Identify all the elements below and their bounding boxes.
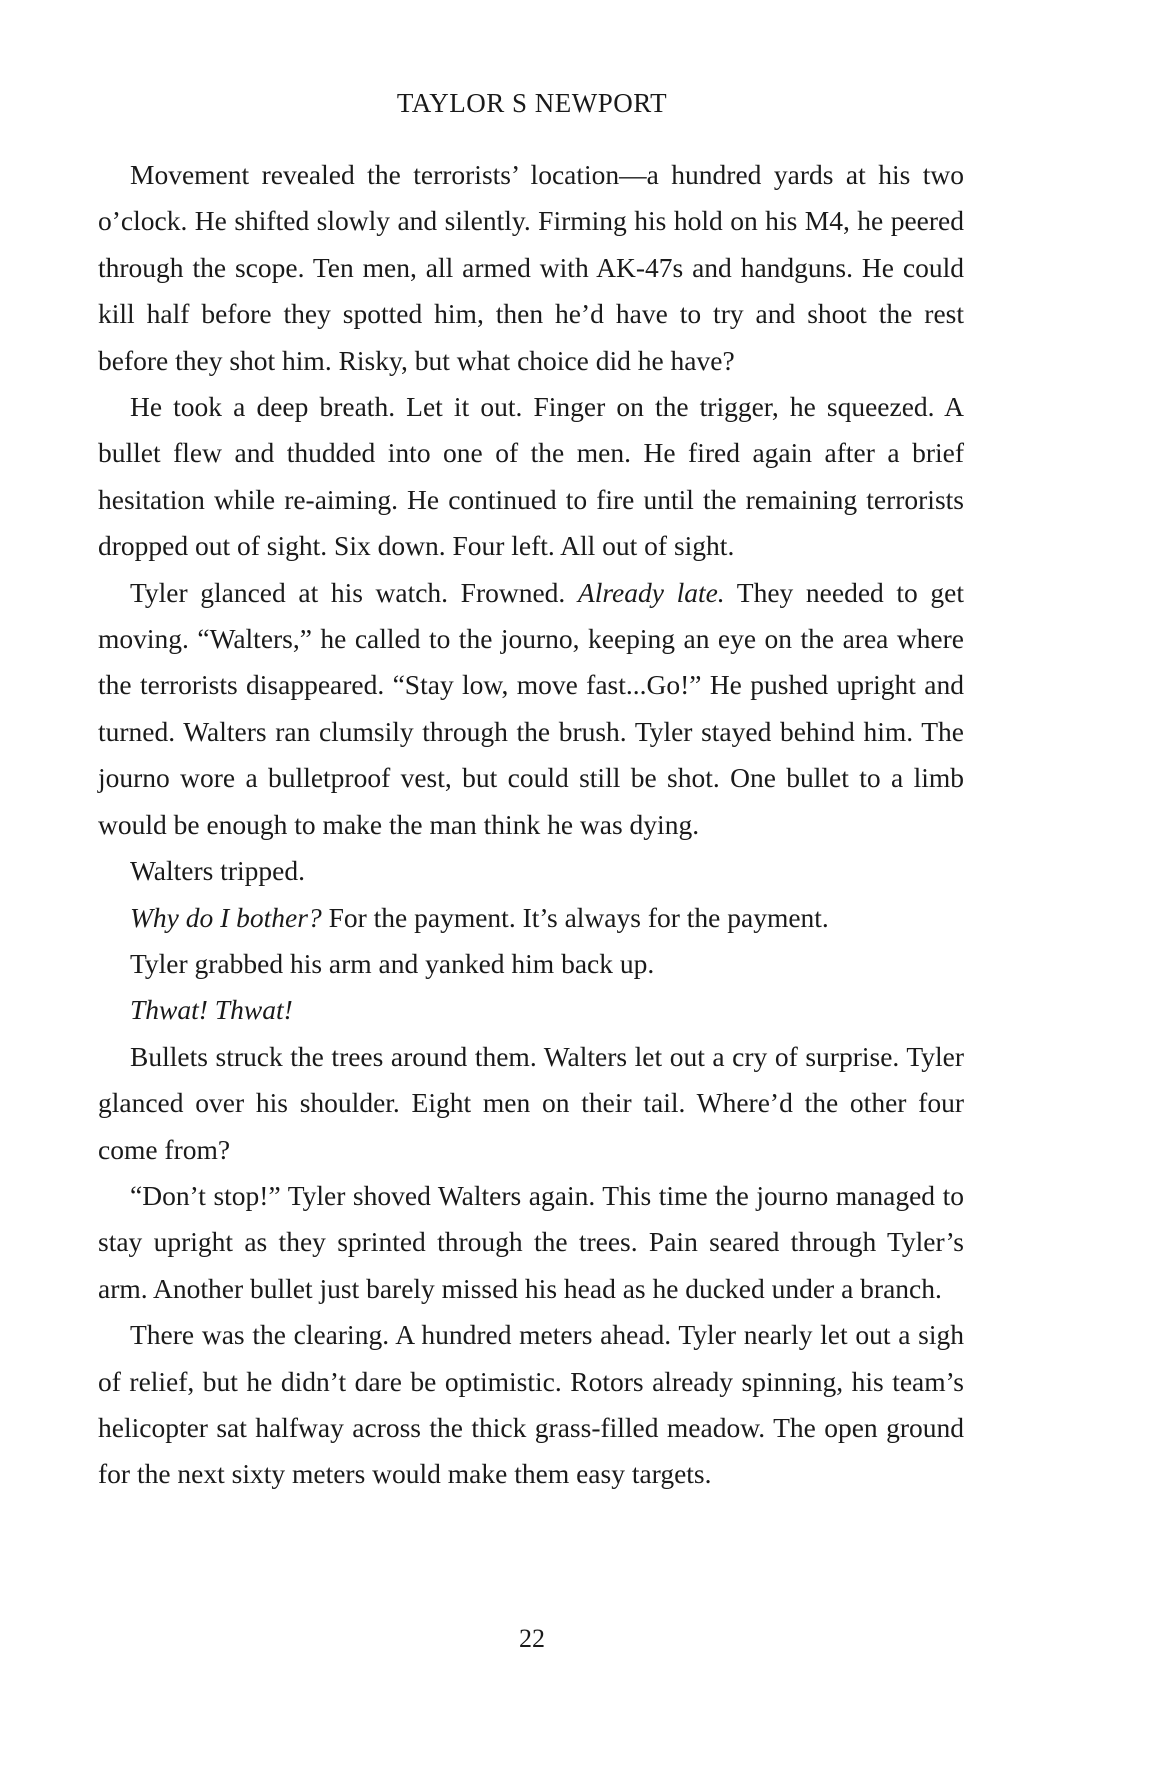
text-run: There was the clearing. A hundred meters ahead. Tyler nearly let out a sigh of relief, but he didn’t dare be optimistic. Rotors already spinning, his team’s helicopter sat halfway across the thick grass-filled meadow. The open ground for the next sixty meters would make them easy targets. — [98, 1319, 964, 1490]
page-number: 22 — [519, 1624, 545, 1653]
text-run: Movement revealed the terrorists’ location—a hundred yards at his two o’clock. He shifted slowly and silently. Firming his hold on his M4, he peered through the scope. Ten men, all armed with AK-47s and handguns. He could kill half before they spotted him, then he’d have to try and shoot the rest before they shot him. Risky, but what choice did he have? — [98, 159, 964, 376]
text-run: He took a deep breath. Let it out. Finger on the trigger, he squeezed. A bullet flew and thudded into one of the men. He fired again after a brief hesitation while re-aiming. He continued to fire until the remaining terrorists dropped out of sight. Six down. Four left. All out of sight. — [98, 391, 964, 562]
text-run: “Don’t stop!” Tyler shoved Walters again. This time the journo managed to stay upright as they sprinted through the trees. Pain seared through Tyler’s arm. Another bullet just barely missed his head as he ducked under a branch. — [98, 1179, 964, 1304]
paragraph — [98, 152, 964, 384]
text-run: Tyler glanced at his watch. Frowned. — [130, 576, 578, 608]
italic-thought: Why do I bother? — [130, 901, 322, 933]
text-run: Tyler grabbed his arm and yanked him back up. — [130, 947, 655, 979]
paragraph — [98, 1312, 964, 1498]
text-run: They needed to get moving. “Walters,” he called to the journo, keeping an eye on the area where the terrorists disappeared. “Stay low, move fast...Go!” He pushed upright and turned. Walters ran clumsily through the brush. Tyler stayed behind him. The journo wore a bulletproof vest, but could still be shot. One bullet to a limb would be enough to make the man think he was dying. — [98, 576, 964, 840]
paragraph — [98, 987, 964, 1033]
paragraph — [98, 570, 964, 848]
paragraph — [98, 895, 964, 941]
italic-thought: Already late. — [577, 576, 725, 608]
running-head: TAYLOR S NEWPORT — [396, 88, 668, 118]
body-text — [98, 152, 964, 1498]
text-run: For the payment. It’s always for the payment. — [321, 901, 829, 933]
paragraph — [98, 1173, 964, 1312]
paragraph — [98, 848, 964, 894]
italic-sound-effect: Thwat! Thwat! — [130, 994, 293, 1026]
paragraph — [98, 384, 964, 570]
paragraph — [98, 941, 964, 987]
paragraph — [98, 1034, 964, 1173]
text-run: Bullets struck the trees around them. Walters let out a cry of surprise. Tyler glanced over his shoulder. Eight men on their tail. Where’d the other four come from? — [98, 1040, 964, 1165]
text-run: Walters tripped. — [130, 855, 305, 887]
